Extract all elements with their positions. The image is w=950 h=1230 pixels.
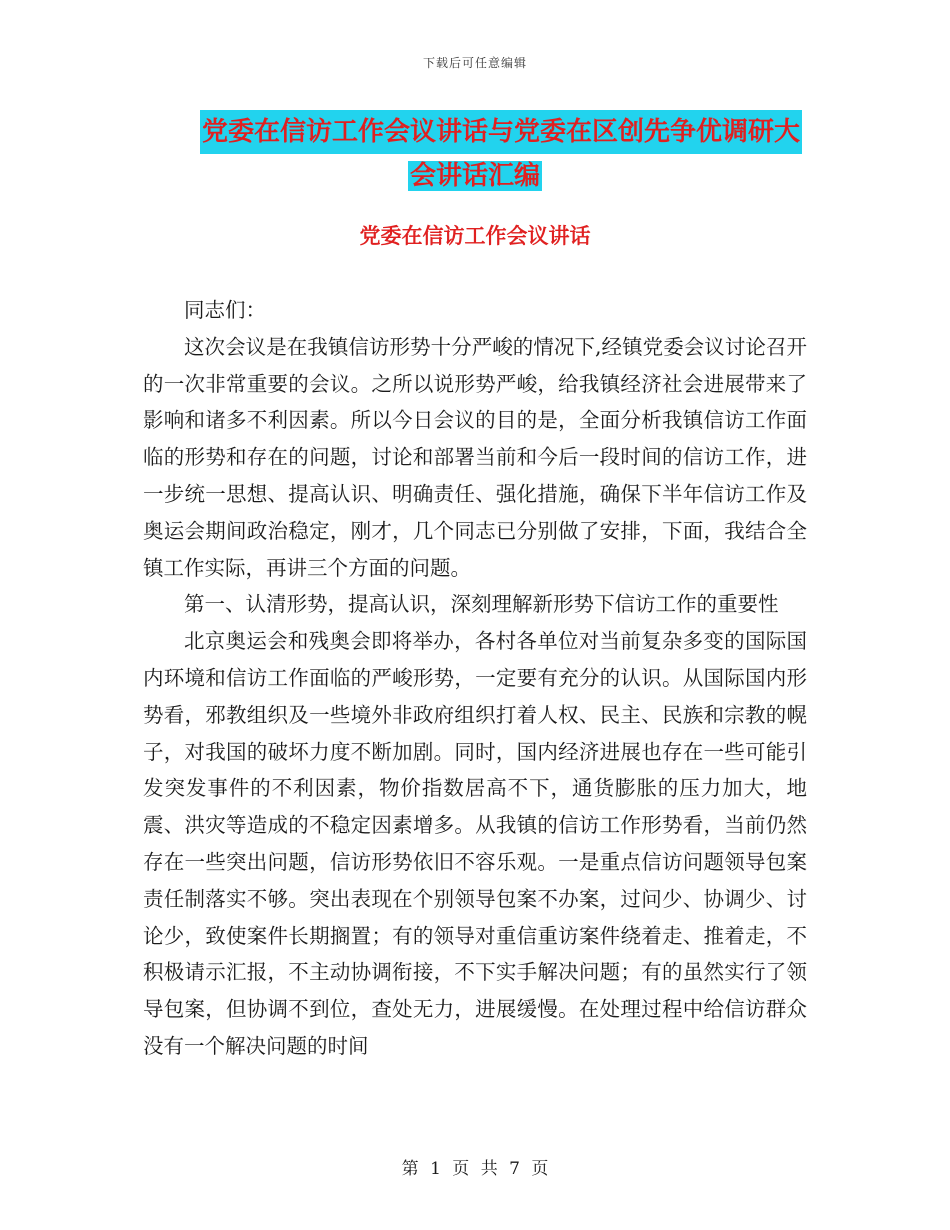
paragraph-salutation: 同志们：	[184, 298, 266, 322]
paragraph-point-one-body: 北京奥运会和残奥会即将举办，各村各单位对当前复杂多变的国际国内环境和信访工作面临的严峻形势，一定要有充分的认识。从国际国内形势看，邪教组织及一些境外非政府组织打着人权、民主、民族和宗教的幌子，对我国的破坏力度不断加剧。同时，国内经济进展也存在一些可能引发突发事件的不利因素，物价指数居高不下，通货膨胀的压力加大，地震、洪灾等造成的不稳定因素增多。从我镇的信访工作形势看，当前仍然存在一些突出问题，信访形势依旧不容乐观。一是重点信访问题领导包案责任制落实不够。突出表现在个别领导包案不办案，过问少、协调少、讨论少，致使案件长期搁置；有的领导对重信重访案件绕着走、推着走，不积极请示汇报，不主动协调衔接，不下实手解决问题；有的虽然实行了领导包案，但协调不到位，查处无力，进展缓慢。在处理过程中给信访群众没有一个解决问题的时间	[143, 629, 807, 1058]
document-title-line-2: 会讲话汇编	[409, 161, 540, 191]
page-number-footer: 第 1 页 共 7 页	[401, 1159, 549, 1179]
section-heading: 党委在信访工作会议讲话	[359, 224, 591, 248]
paragraph-point-one-heading: 第一、认清形势，提高认识，深刻理解新形势下信访工作的重要性	[184, 592, 779, 617]
document-body	[143, 292, 807, 1065]
paragraph-intro: 这次会议是在我镇信访形势十分严峻的情况下,经镇党委会议讨论召开的一次非常重要的会议。之所以说形势严峻，给我镇经济社会进展带来了影响和诸多不利因素。所以今日会议的目的是，全面分析我镇信访工作面临的形势和存在的问题，讨论和部署当前和今后一段时间的信访工作，进一步统一思想、提高认识、明确责任、强化措施，确保下半年信访工作及奥运会期间政治稳定，刚才，几个同志已分别做了安排，下面，我结合全镇工作实际，再讲三个方面的问题。	[143, 334, 807, 580]
document-title	[0, 110, 950, 198]
page-header-note: 下载后可任意编辑	[422, 56, 527, 70]
document-title-line-1: 党委在信访工作会议讲话与党委在区创先争优调研大	[200, 110, 802, 154]
